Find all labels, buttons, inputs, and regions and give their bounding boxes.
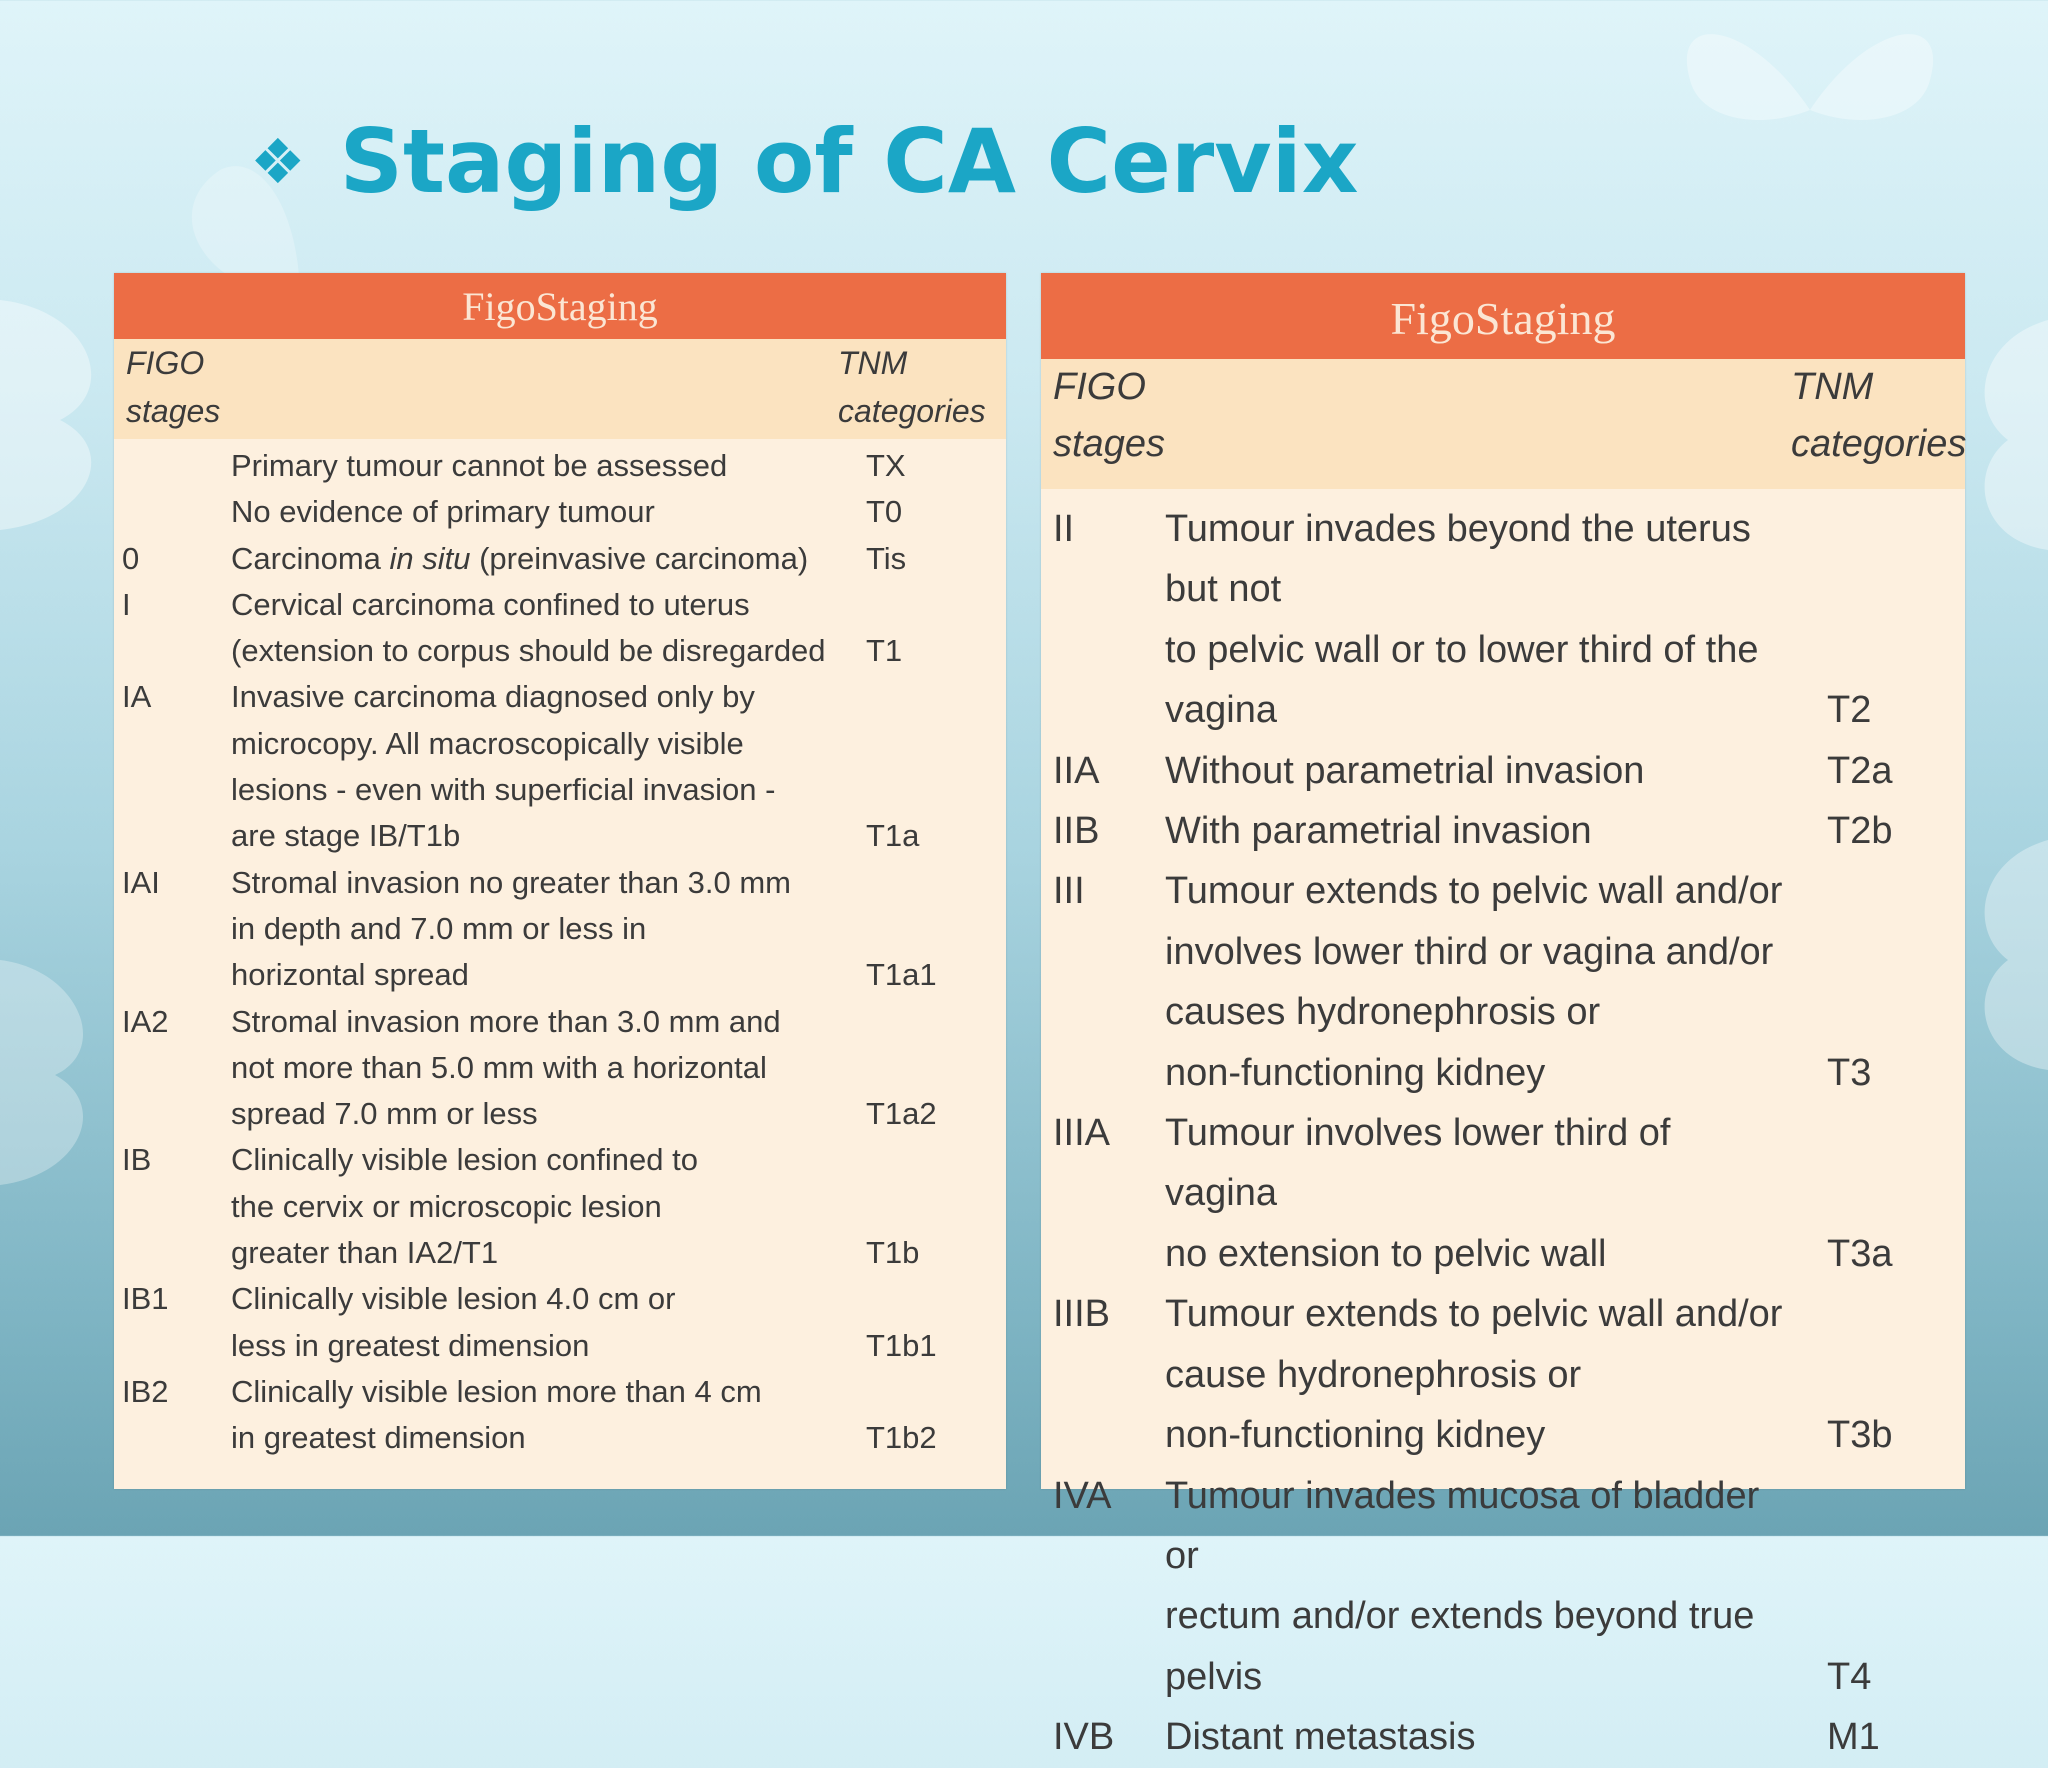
tnm-category-cell: T1: [866, 633, 903, 669]
figo-stage-cell: IIA: [1053, 749, 1100, 792]
figo-stage-cell: I: [122, 586, 131, 622]
stage-description-cell: Tumour invades mucosa of bladder or rectum and/or extends beyond true pelvis: [1165, 1474, 1760, 1698]
figo-stage-cell: IVA: [1053, 1474, 1112, 1517]
table-row: [1041, 1103, 1965, 1284]
column-header-figo-stages-text: FIGO stages: [1053, 366, 1165, 465]
figo-stage-cell: IB: [122, 1142, 152, 1178]
tnm-category-cell: T2: [1827, 689, 1872, 732]
tnm-category-cell: T3: [1827, 1051, 1872, 1094]
stage-description-cell: With parametrial invasion: [1165, 810, 1592, 853]
tnm-category-cell: T1a1: [866, 957, 937, 993]
table-body: [114, 443, 1006, 1462]
tnm-category-cell: M1: [1827, 1716, 1880, 1759]
stage-description-cell: Clinically visible lesion confined to the cervix or microscopic lesion greater than IA2/T1: [231, 1142, 698, 1271]
column-header-figo-stages: [126, 339, 220, 435]
stage-description-cell: Cervical carcinoma confined to uterus (extension to corpus should be disregarded: [231, 586, 826, 669]
slide-title-text: Staging of CA Cervix: [339, 110, 1359, 213]
butterfly-decoration-left: [0, 280, 120, 540]
tnm-category-cell: T3b: [1827, 1414, 1893, 1457]
stage-description-cell: Tumour extends to pelvic wall and/or cause hydronephrosis or non-functioning kidney: [1165, 1293, 1783, 1457]
stage-description-cell: Clinically visible lesion 4.0 cm or less in greatest dimension: [231, 1281, 676, 1363]
column-header-tnm-categories-text: TNM categories: [838, 345, 986, 429]
tnm-category-cell: T1b2: [866, 1420, 937, 1456]
table-row: [114, 1276, 1006, 1369]
column-header-tnm-categories-text: TNM categories: [1791, 366, 1967, 465]
figo-stage-cell: IIIA: [1053, 1112, 1111, 1155]
table-row: [114, 674, 1006, 859]
tnm-category-cell: T3a: [1827, 1232, 1893, 1275]
tnm-category-cell: T1b1: [866, 1327, 937, 1363]
table-row: [1041, 499, 1965, 741]
table-row: [1041, 861, 1965, 1103]
stage-description-cell: Without parametrial invasion: [1165, 749, 1645, 792]
figo-stage-cell: IA: [122, 679, 152, 715]
table-row: [1041, 1466, 1965, 1708]
column-header-tnm-categories: [838, 339, 986, 435]
butterfly-decoration-left-lower: [0, 950, 110, 1190]
diamond-bullet-icon: ❖: [250, 125, 306, 198]
tnm-category-cell: T4: [1827, 1655, 1872, 1698]
figo-stage-cell: II: [1053, 508, 1075, 550]
figo-stage-cell: IB2: [122, 1373, 169, 1409]
figo-stage-cell: IB1: [122, 1281, 169, 1317]
stage-description-cell: Clinically visible lesion more than 4 cm in greatest dimension: [231, 1373, 762, 1456]
column-header-row: [1041, 359, 1965, 489]
stage-description-cell: Tumour invades beyond the uterus but not to pelvic wall or to lower third of the vagina: [1165, 508, 1759, 732]
table-body: [1041, 499, 1965, 1768]
stage-description-cell: No evidence of primary tumour: [231, 494, 655, 530]
butterfly-decoration-right-lower: [1968, 820, 2048, 1080]
table-row: [1041, 741, 1965, 801]
figo-stage-cell: IAI: [122, 864, 160, 900]
stage-description-cell: Carcinoma in situ (preinvasive carcinoma): [231, 540, 809, 576]
table-row: [114, 1369, 1006, 1462]
table-row: [114, 443, 1006, 489]
tnm-category-cell: T1a2: [866, 1096, 937, 1132]
stage-description-cell: Primary tumour cannot be assessed: [231, 448, 728, 483]
figo-stage-cell: IIB: [1053, 810, 1100, 853]
tnm-category-cell: T1a: [866, 818, 920, 854]
figo-staging-table-left: [114, 273, 1006, 1489]
stage-description-cell: Tumour extends to pelvic wall and/or involves lower third or vagina and/or causes hydronephrosis or non-functioning kidney: [1165, 870, 1783, 1094]
column-header-figo-stages-text: FIGO stages: [126, 345, 221, 429]
italic-term: in situ: [389, 540, 471, 576]
stage-description-cell: Stromal invasion no greater than 3.0 mm in depth and 7.0 mm or less in horizontal spread: [231, 864, 791, 993]
stage-description-cell: Distant metastasis: [1165, 1716, 1476, 1759]
table-row: [114, 1137, 1006, 1276]
table-row: [1041, 801, 1965, 861]
figo-stage-cell: III: [1053, 870, 1085, 913]
tnm-category-cell: T1b: [866, 1235, 920, 1271]
tnm-category-cell: T0: [866, 494, 903, 530]
stage-description-cell: Stromal invasion more than 3.0 mm and not more than 5.0 mm with a horizontal spread 7.0 mm or less: [231, 1003, 781, 1132]
table-row: [114, 999, 1006, 1138]
table-header-title: FigoStaging: [114, 273, 1006, 339]
table-row: [114, 536, 1006, 582]
stage-description-cell: Tumour involves lower third of vagina no extension to pelvic wall: [1165, 1112, 1671, 1275]
butterfly-decoration-right: [1968, 300, 2048, 560]
table-header-title: FigoStaging: [1041, 273, 1965, 359]
butterfly-decoration-top-right: [1660, 0, 1960, 220]
figo-stage-cell: IA2: [122, 1003, 169, 1039]
column-header-figo-stages: [1053, 359, 1165, 473]
column-header-tnm-categories: [1791, 359, 1966, 473]
column-header-row: [114, 339, 1006, 439]
table-row: [1041, 1284, 1965, 1465]
table-row: [114, 582, 1006, 675]
figo-staging-table-right: [1041, 273, 1967, 1759]
table-row: [114, 860, 1006, 999]
figo-stage-cell: IVB: [1053, 1716, 1115, 1759]
slide-title: [250, 110, 1359, 213]
figo-stage-cell: 0: [122, 540, 140, 576]
figo-stage-cell: IIIB: [1053, 1293, 1111, 1336]
tnm-category-cell: T2b: [1827, 810, 1893, 853]
stage-description-cell: Invasive carcinoma diagnosed only by microcopy. All macroscopically visible lesions - even with superficial invasion - are stage IB/T1b: [231, 679, 776, 854]
tnm-category-cell: Tis: [866, 540, 907, 576]
table-row: [114, 489, 1006, 535]
table-row: [1041, 1707, 1965, 1767]
tnm-category-cell: TX: [866, 448, 906, 483]
tnm-category-cell: T2a: [1827, 749, 1893, 792]
